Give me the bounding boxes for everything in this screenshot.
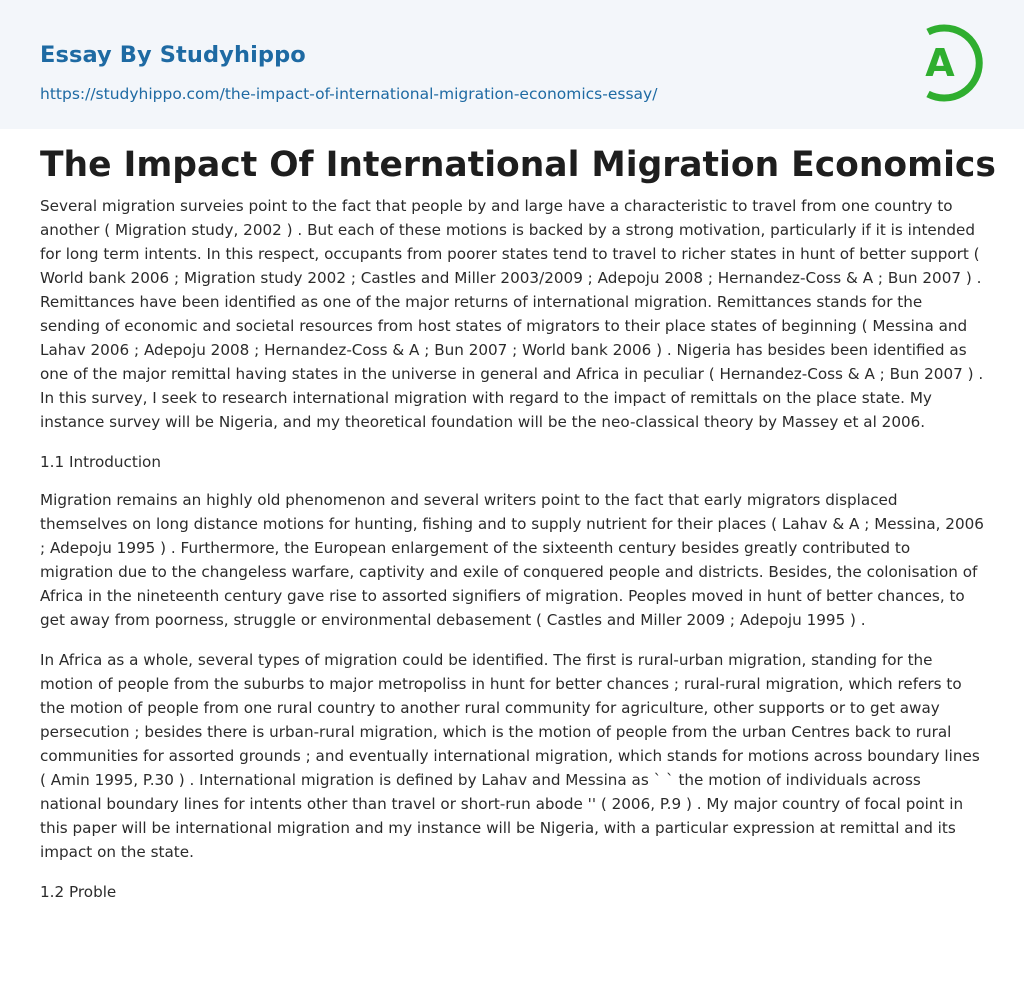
article-title: The Impact Of International Migration Economics	[40, 145, 996, 185]
section-heading-problem: 1.2 Proble	[40, 883, 117, 901]
paragraph: Migration remains an highly old phenomenon and several writers point to the fact that early migrators displaced themselves on long distance motions for hunting, fishing and to supply nutrient for their places ( Lahav & A ; Messina, 2006 ; Adepoju 1995 ) . Furthermore, the European enlargement of the sixteenth century besides greatly contributed to migration due to the changeless warfare, captivity and exile of conquered people and districts. Besides, the colonisation of Africa in the nineteenth century gave rise to assorted signifiers of migration. Peoples moved in hunt of better chances, to get away from poorness, struggle or environmental debasement ( Castles and Miller 2009 ; Adepoju 1995 ) .	[40, 491, 984, 629]
paragraph: In Africa as a whole, several types of migration could be identified. The first is rural-urban migration, standing for the motion of people from the suburbs to major metropoliss in hunt for better chances ; rural-rural migration, which refers to the motion of people from one rural country to another rural community for agriculture, other supports or to get away persecution ; besides there is urban-rural migration, which is the motion of people from the urban Centres back to rural communities for assorted grounds ; and eventually international migration, which stands for motions across boundary lines ( Amin 1995, P.30 ) . International migration is defined by Lahav and Messina as ` ` the motion of individuals across national boundary lines for intents other than travel or short-run abode '' ( 2006, P.9 ) . My major country of focal point in this paper will be international migration and my instance will be Nigeria, with a particular expression at remittal and its impact on the state.	[40, 651, 980, 861]
site-header	[0, 0, 1024, 129]
article-body	[40, 194, 984, 918]
studyhippo-logo-icon[interactable]	[914, 20, 986, 106]
section-heading-introduction: 1.1 Introduction	[40, 453, 161, 471]
logo-letter: A	[925, 41, 955, 85]
site-title[interactable]: Essay By Studyhippo	[40, 42, 306, 68]
essay-url-link[interactable]: https://studyhippo.com/the-impact-of-international-migration-economics-essay/	[40, 85, 658, 103]
paragraph: Several migration surveies point to the fact that people by and large have a characteristic to travel from one country to another ( Migration study, 2002 ) . But each of these motions is backed by a strong motivation, particularly if it is intended for long term intents. In this respect, occupants from poorer states tend to travel to richer states in hunt of better support ( World bank 2006 ; Migration study 2002 ; Castles and Miller 2003/2009 ; Adepoju 2008 ; Hernandez-Coss & A ; Bun 2007 ) . Remittances have been identified as one of the major returns of international migration. Remittances stands for the sending of economic and societal resources from host states of migrators to their place states of beginning ( Messina and Lahav 2006 ; Adepoju 2008 ; Hernandez-Coss & A ; Bun 2007 ; World bank 2006 ) . Nigeria has besides been identified as one of the major remittal having states in the universe in general and Africa in peculiar ( Hernandez-Coss & A ; Bun 2007 ) . In this survey, I seek to research international migration with regard to the impact of remittals on the place state. My instance survey will be Nigeria, and my theoretical foundation will be the neo-classical theory by Massey et al 2006.	[40, 197, 984, 431]
